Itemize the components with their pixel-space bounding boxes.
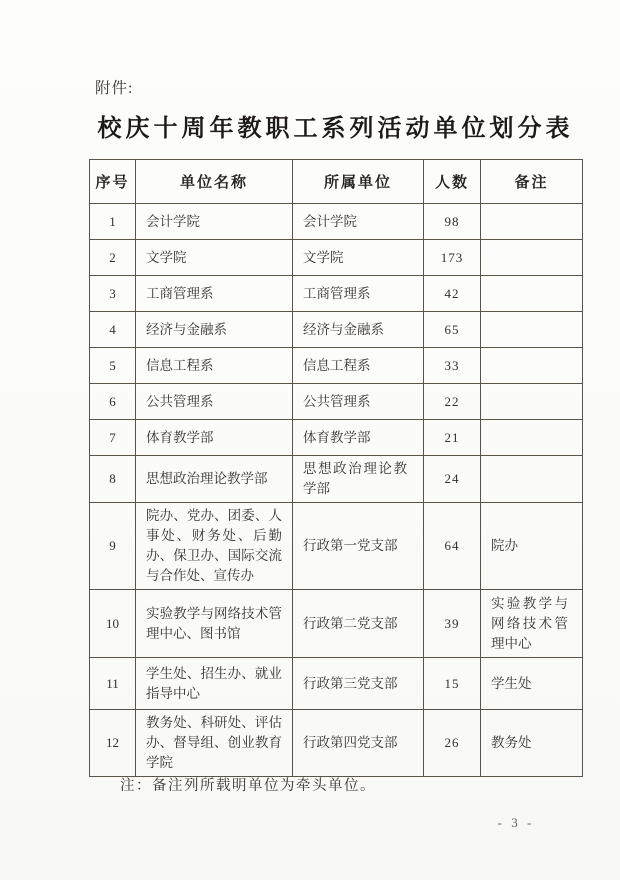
- cell-parent-unit: 经济与金融系: [293, 312, 424, 348]
- cell-serial: 9: [90, 503, 136, 590]
- cell-unit-name: 文学院: [136, 240, 293, 276]
- cell-serial: 4: [90, 312, 136, 348]
- footnote: 注：备注列所载明单位为牵头单位。: [120, 778, 376, 794]
- table-row: [90, 590, 583, 658]
- cell-parent-unit: 思想政治理论教学部: [293, 456, 424, 503]
- table-row: [90, 456, 583, 503]
- cell-remark: [481, 420, 583, 456]
- cell-serial: 10: [90, 590, 136, 658]
- attachment-label: 附件:: [95, 80, 134, 97]
- cell-unit-name: 学生处、招生办、就业指导中心: [136, 658, 293, 710]
- cell-remark: [481, 276, 583, 312]
- cell-parent-unit: 行政第一党支部: [293, 503, 424, 590]
- cell-count: 33: [424, 348, 481, 384]
- table-row: [90, 204, 583, 240]
- units-table: [89, 159, 583, 777]
- cell-remark: [481, 384, 583, 420]
- cell-parent-unit: 会计学院: [293, 204, 424, 240]
- cell-count: 65: [424, 312, 481, 348]
- header-parent-unit: 所属单位: [293, 160, 424, 204]
- page-number: - 3 -: [497, 815, 535, 830]
- table-row: [90, 348, 583, 384]
- cell-unit-name: 公共管理系: [136, 384, 293, 420]
- cell-parent-unit: 行政第四党支部: [293, 710, 424, 777]
- cell-unit-name: 思想政治理论教学部: [136, 456, 293, 503]
- cell-remark: [481, 348, 583, 384]
- table-row: [90, 658, 583, 710]
- table-row: [90, 503, 583, 590]
- cell-serial: 7: [90, 420, 136, 456]
- header-serial: 序号: [90, 160, 136, 204]
- cell-count: 39: [424, 590, 481, 658]
- cell-count: 64: [424, 503, 481, 590]
- table-row: [90, 420, 583, 456]
- cell-parent-unit: 公共管理系: [293, 384, 424, 420]
- cell-count: 173: [424, 240, 481, 276]
- cell-unit-name: 教务处、科研处、评估办、督导组、创业教育学院: [136, 710, 293, 777]
- cell-parent-unit: 工商管理系: [293, 276, 424, 312]
- cell-remark: 学生处: [481, 658, 583, 710]
- cell-parent-unit: 行政第三党支部: [293, 658, 424, 710]
- cell-unit-name: 会计学院: [136, 204, 293, 240]
- cell-serial: 8: [90, 456, 136, 503]
- cell-remark: [481, 312, 583, 348]
- cell-unit-name: 体育教学部: [136, 420, 293, 456]
- cell-parent-unit: 体育教学部: [293, 420, 424, 456]
- cell-serial: 3: [90, 276, 136, 312]
- cell-count: 98: [424, 204, 481, 240]
- cell-remark: [481, 456, 583, 503]
- table-row: [90, 276, 583, 312]
- header-unit-name: 单位名称: [136, 160, 293, 204]
- cell-parent-unit: 文学院: [293, 240, 424, 276]
- table-row: [90, 710, 583, 777]
- cell-remark: 院办: [481, 503, 583, 590]
- cell-unit-name: 实验教学与网络技术管理中心、图书馆: [136, 590, 293, 658]
- cell-count: 22: [424, 384, 481, 420]
- table-header-row: [90, 160, 583, 204]
- table-row: [90, 312, 583, 348]
- cell-count: 26: [424, 710, 481, 777]
- cell-parent-unit: 行政第二党支部: [293, 590, 424, 658]
- cell-serial: 1: [90, 204, 136, 240]
- table-row: [90, 384, 583, 420]
- cell-unit-name: 院办、党办、团委、人事处、财务处、后勤办、保卫办、国际交流与合作处、宣传办: [136, 503, 293, 590]
- cell-unit-name: 经济与金融系: [136, 312, 293, 348]
- cell-count: 15: [424, 658, 481, 710]
- cell-parent-unit: 信息工程系: [293, 348, 424, 384]
- table-body: [90, 204, 583, 777]
- cell-remark: [481, 204, 583, 240]
- cell-count: 24: [424, 456, 481, 503]
- cell-serial: 6: [90, 384, 136, 420]
- cell-unit-name: 信息工程系: [136, 348, 293, 384]
- cell-serial: 5: [90, 348, 136, 384]
- cell-unit-name: 工商管理系: [136, 276, 293, 312]
- cell-remark: [481, 240, 583, 276]
- cell-serial: 11: [90, 658, 136, 710]
- cell-serial: 2: [90, 240, 136, 276]
- page-title: 校庆十周年教职工系列活动单位划分表: [97, 116, 574, 142]
- cell-remark: 实验教学与网络技术管理中心: [481, 590, 583, 658]
- cell-remark: 教务处: [481, 710, 583, 777]
- cell-count: 42: [424, 276, 481, 312]
- table-row: [90, 240, 583, 276]
- header-remark: 备注: [481, 160, 583, 204]
- cell-serial: 12: [90, 710, 136, 777]
- header-count: 人数: [424, 160, 481, 204]
- cell-count: 21: [424, 420, 481, 456]
